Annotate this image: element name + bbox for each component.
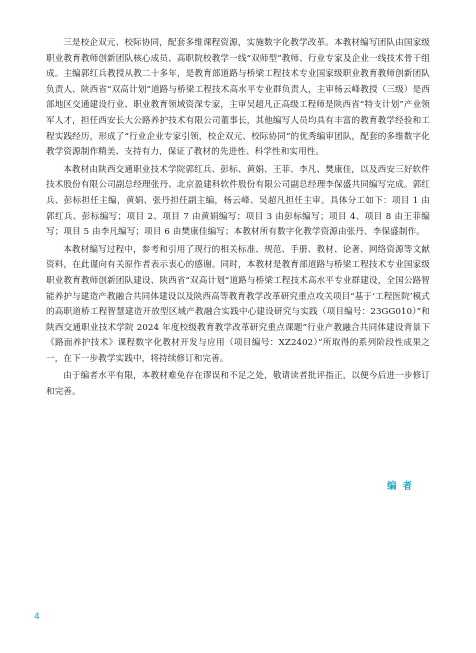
paragraph-1: 三是校企双元、校际协同，配套多维课程资源，实施数字化教学改革。本教材编写团队由国家级职业教育教师创新团队核心成员、高职院校教学一线“双师型”教师、行业专家及企业一线技术骨干组成。主编郭红兵教授从教二十多年，是教育部道路与桥梁工程技术专业国家级职业教育教师创新团队负责人、陕西省“双高计划”道路与桥梁工程技术高水平专业群负责人，主审杨云峰教授（三级）是西部地区交通建设行业、职业教育领域资深专家，主审吴超凡正高级工程师是陕西省“特支计划”产业领军人才，担任西安长大公路养护技术有限公司董事长，其他编写人员均具有丰富的教育教学经验和工程实践经历，形成了“行业企业专家引领，校企双元、校际协同”的优秀编审团队，配套的多维数字化教学资源制作精美、支持有力，保证了教材的先进性、科学性和实用性。 [46,38,430,158]
body-text [46,36,430,403]
editor-signature: 编者 [386,481,418,492]
paragraph-2: 本教材由陕西交通职业技术学院郭红兵、彭标、黄娟、王菲、李凡、樊康佳，以及西安三好软件技术股份有限公司副总经理张丹、北京盈建科软件股份有限公司副总经理李保盛共同编写完成。郭红兵、彭标担任主编，黄娟、张丹担任副主编，杨云峰、吴超凡担任主审。具体分工如下：项目 1 由郭红兵、彭标编写；项目 2、项目 7 由黄娟编写；项目 3 由彭标编写；项目 4、项目 8 由王菲编写；项目 5 由李凡编写；项目 6 由樊康佳编写；本教材所有数字化教学资源由张丹、李保盛制作。 [46,164,430,238]
paragraph-3: 本教材编写过程中，参考和引用了现行的相关标准、规范、手册、教材、论著、网络资源等文献资料，在此谨向有关原作者表示衷心的感谢。同时，本教材是教育部道路与桥梁工程技术专业国家级职业教育教师创新团队建设、陕西省“双高计划”道路与桥梁工程技术高水平专业群建设，全国公路智能养护与建造产教融合共同体建设以及陕西高等教育教学改革研究重点攻关项目“基于‘工程医院’模式的高职道桥工程智慧建造开放型区域产教融合实践中心建设研究与实践（项目编号：23GG010）”和陕西交通职业技术学院 2024 年度校级教育教学改革研究重点课题“行业产教融合共同体建设背景下《路面养护技术》课程数字化教材开发与应用（项目编号：XZ2402）”所取得的系列阶段性成果之一，在下一步教学实践中，将持续修订和完善。 [46,244,430,364]
page-number: 4 [34,612,40,622]
paragraph-4: 由于编者水平有限，本教材难免存在谬误和不足之处，敬请读者批评指正，以便今后进一步修订和完善。 [46,371,430,398]
